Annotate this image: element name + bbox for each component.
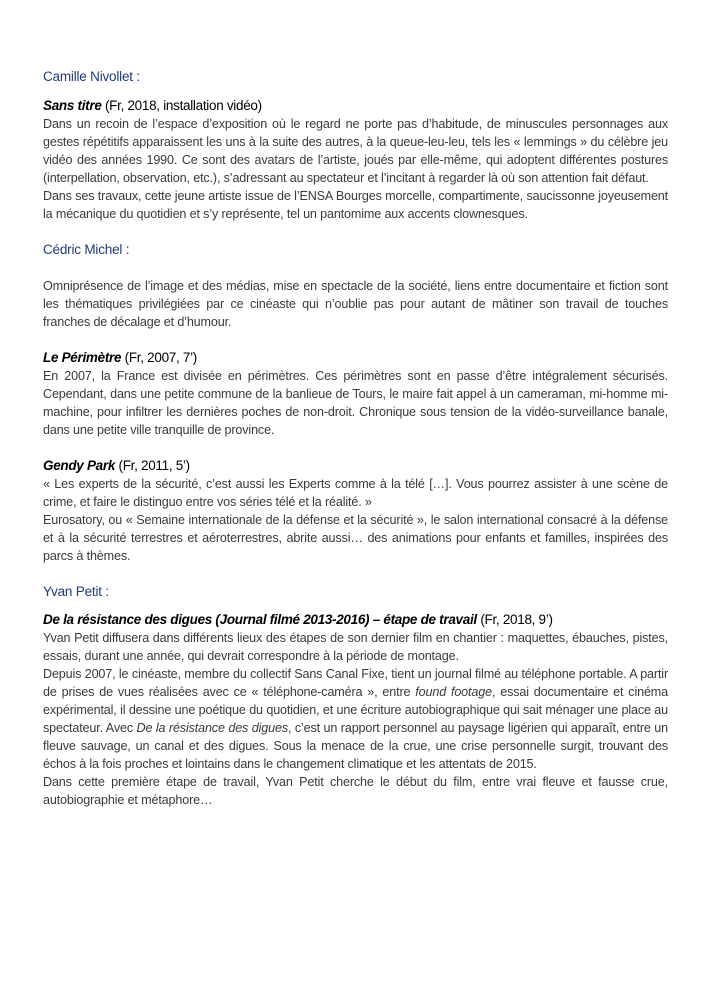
work-meta: (Fr, 2018, 9’) <box>476 612 553 627</box>
work-title-de-la-resistance <box>43 611 668 629</box>
text-run: Depuis 2007, le cinéaste, membre du collectif Sans Canal Fixe, tient un journal filmé au téléphone portable. A partir de prises de vues réalisées avec ce « téléphone-caméra », entre <box>43 667 668 699</box>
work-description: En 2007, la France est divisée en périmètres. Ces périmètres sont en passe d’être intégralement sécurisés. Cependant, dans une petite commune de la banlieue de Tours, le maire fait appel à un cameraman, mi-homme mi-machine, pour infiltrer les dernières poches de non-droit. Chronique sous tension de la vidéo-surveillance banale, dans une petite ville tranquille de province. <box>43 369 668 437</box>
artist-heading-yvan-petit: Yvan Petit : <box>43 584 109 599</box>
text-run: , essai documentaire et cinéma expérimental, il dessine une poétique du quotidien, et une écriture autobiographique qui sait ménager une place au spectateur. Avec <box>43 685 668 735</box>
italic-term: found footage <box>415 685 492 699</box>
work-description: Eurosatory, ou « Semaine internationale de la défense et la sécurité », le salon international consacré à la défense et à la sécurité terrestres et aéroterrestres, abrite aussi… des animations pour enfants et familles, inspirées des parcs à thèmes. <box>43 513 668 563</box>
work-title-text: De la résistance des digues (Journal filmé 2013-2016) – étape de travail <box>43 612 477 627</box>
artist-intro: Omniprésence de l’image et des médias, mise en spectacle de la société, liens entre documentaire et fiction sont les thématiques privilégiées par ce cinéaste qui n’oublie pas pour autant de mâtiner son travail de touches franches de décalage et d’humour. <box>43 279 668 329</box>
work-quote: « Les experts de la sécurité, c’est aussi les Experts comme à la télé […]. Vous pourrez assister à une scène de crime, et faire le distinguo entre vos séries télé et la réalité. » <box>43 477 668 509</box>
work-context <box>43 665 668 773</box>
work-title-gendy-park <box>43 457 668 475</box>
artist-description: Dans ses travaux, cette jeune artiste issue de l’ENSA Bourges morcelle, compartimente, saucissonne joyeusement la mécanique du quotidien et s’y représente, tel un pantomime aux accents clownesques. <box>43 189 668 221</box>
artist-heading-camille-nivollet: Camille Nivollet : <box>43 69 140 84</box>
work-title-sans-titre <box>43 97 668 115</box>
work-meta: (Fr, 2011, 5’) <box>115 458 190 473</box>
work-conclusion: Dans cette première étape de travail, Yvan Petit cherche le début du film, entre vrai fleuve et fausse crue, autobiographie et métaphore… <box>43 775 668 807</box>
work-title-text: Gendy Park <box>43 458 116 473</box>
document-page <box>43 68 668 809</box>
work-title-text: Le Périmètre <box>43 350 122 365</box>
work-meta: (Fr, 2018, installation vidéo) <box>101 98 262 113</box>
work-description: Yvan Petit diffusera dans différents lieux des étapes de son dernier film en chantier : maquettes, ébauches, pistes, essais, durant une année, qui devrait correspondre à la période de montage. <box>43 631 668 663</box>
work-description: Dans un recoin de l’espace d’exposition où le regard ne porte pas d’habitude, de minuscules personnages aux gestes répétitifs apparaissent les uns à la suite des autres, à la queue-leu-leu, tels les « lemmings » du célèbre jeu vidéo des années 1990. Ce sont des avatars de l’artiste, joués par elle-même, qui adoptent différentes postures (interpellation, observation, etc.), s’adressant au spectateur et l’incitant à regarder là où son attention fait défaut. <box>43 117 668 185</box>
work-title-le-perimetre <box>43 349 668 367</box>
work-title-text: Sans titre <box>43 98 102 113</box>
text-run: , c’est un rapport personnel au paysage ligérien qui apparaît, entre un fleuve sauvage, un canal et des digues. Sous la menace de la crue, une crise personnelle surgit, trouvant des échos à la fois proches et lointains dans le changement climatique et les attentats de 2015. <box>43 721 668 771</box>
artist-heading-cedric-michel: Cédric Michel : <box>43 242 130 257</box>
italic-title: De la résistance des digues <box>136 721 288 735</box>
work-meta: (Fr, 2007, 7’) <box>121 350 197 365</box>
